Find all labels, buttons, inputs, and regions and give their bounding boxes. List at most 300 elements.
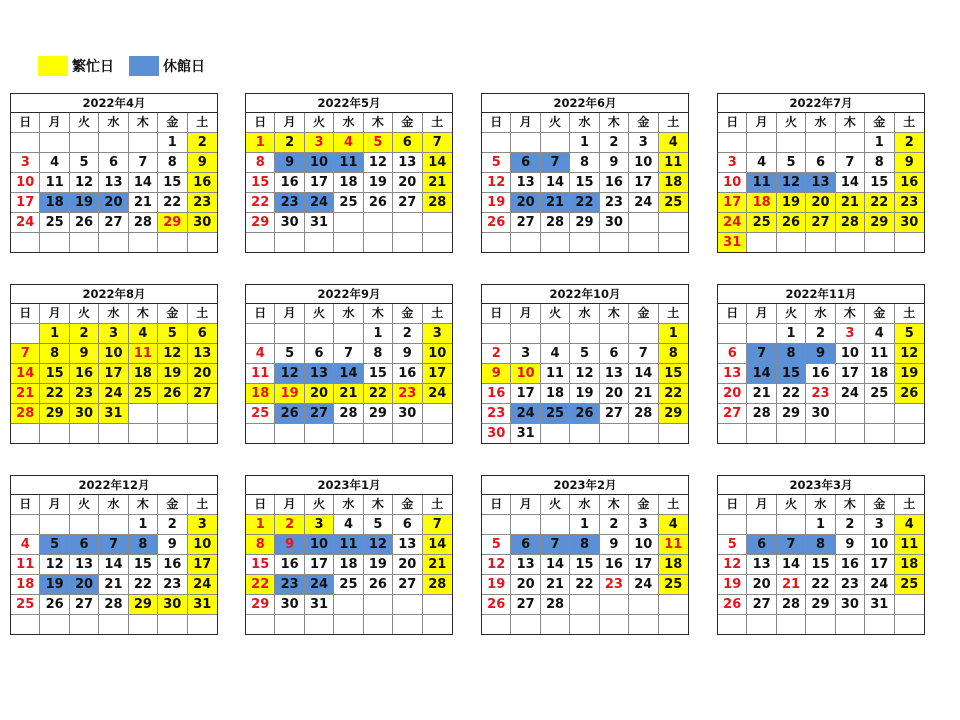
- weekday-header: 火: [777, 304, 806, 323]
- month-calendar: [245, 93, 453, 253]
- empty-day-cell: [129, 615, 158, 634]
- empty-day-cell: [541, 133, 570, 152]
- month-calendar: [717, 284, 925, 444]
- day-cell: 24: [423, 384, 452, 403]
- empty-day-cell: [482, 233, 511, 252]
- day-cell: 28: [777, 595, 806, 614]
- weekday-header: 火: [305, 304, 334, 323]
- day-cell: 17: [305, 173, 334, 192]
- week-row: [246, 193, 452, 213]
- weekday-header-row: [11, 113, 217, 133]
- day-cell: 8: [806, 535, 835, 554]
- day-cell: 14: [747, 364, 776, 383]
- empty-day-cell: [334, 213, 363, 232]
- day-cell: 16: [275, 555, 304, 574]
- day-cell: 26: [482, 213, 511, 232]
- day-cell: 8: [246, 535, 275, 554]
- day-cell: 28: [423, 575, 452, 594]
- busy-day-label: 繁忙日: [72, 59, 114, 75]
- weekday-header: 土: [196, 115, 209, 129]
- day-cell: 6: [511, 153, 540, 172]
- week-row: [11, 193, 217, 213]
- day-cell: 12: [364, 535, 393, 554]
- day-cell: 18: [659, 555, 688, 574]
- day-cell: 29: [246, 213, 275, 232]
- day-cell: 23: [158, 575, 187, 594]
- weekday-header: 水: [99, 113, 128, 132]
- weekday-header: 金: [393, 304, 422, 323]
- day-cell: 9: [188, 153, 217, 172]
- empty-day-cell: [865, 404, 894, 423]
- day-cell: 17: [718, 193, 747, 212]
- day-cell: 24: [11, 213, 40, 232]
- day-cell: 11: [246, 364, 275, 383]
- week-row: [11, 233, 217, 252]
- weekday-header-row: [482, 113, 688, 133]
- day-cell: 28: [836, 213, 865, 232]
- empty-day-cell: [895, 404, 924, 423]
- day-cell: 17: [836, 364, 865, 383]
- day-cell: 13: [511, 555, 540, 574]
- day-cell: 2: [275, 515, 304, 534]
- month-calendar: [245, 284, 453, 444]
- day-cell: 7: [777, 535, 806, 554]
- day-cell: 10: [305, 535, 334, 554]
- day-cell: 12: [158, 344, 187, 363]
- day-cell: 4: [334, 133, 363, 152]
- empty-day-cell: [393, 595, 422, 614]
- weekday-header: 木: [600, 304, 629, 323]
- day-cell: 12: [718, 555, 747, 574]
- day-cell: 9: [275, 535, 304, 554]
- day-cell: 7: [11, 344, 40, 363]
- empty-day-cell: [629, 595, 658, 614]
- day-cell: 22: [865, 193, 894, 212]
- weekday-header: 日: [482, 113, 511, 132]
- day-cell: 19: [895, 364, 924, 383]
- week-row: [482, 555, 688, 575]
- day-cell: 20: [747, 575, 776, 594]
- weekday-header: 日: [718, 495, 747, 514]
- day-cell: 25: [334, 193, 363, 212]
- day-cell: 27: [188, 384, 217, 403]
- day-cell: 17: [305, 555, 334, 574]
- day-cell: 31: [511, 424, 540, 443]
- week-row: [482, 535, 688, 555]
- day-cell: 16: [836, 555, 865, 574]
- weekday-header: 土: [903, 306, 916, 320]
- day-cell: 6: [305, 344, 334, 363]
- empty-day-cell: [334, 595, 363, 614]
- weekday-header: 木: [836, 113, 865, 132]
- day-cell: 10: [836, 344, 865, 363]
- day-cell: 18: [246, 384, 275, 403]
- empty-day-cell: [659, 213, 688, 232]
- day-cell: 6: [718, 344, 747, 363]
- empty-day-cell: [747, 133, 776, 152]
- week-row: [482, 173, 688, 193]
- day-cell: 24: [629, 193, 658, 212]
- empty-day-cell: [158, 233, 187, 252]
- month-title: 2022年5月: [246, 94, 452, 113]
- empty-day-cell: [99, 615, 128, 634]
- week-row: [718, 364, 924, 384]
- day-cell: 16: [188, 173, 217, 192]
- week-row: [482, 595, 688, 615]
- week-row: [718, 515, 924, 535]
- day-cell: 19: [158, 364, 187, 383]
- day-cell: 18: [895, 555, 924, 574]
- empty-day-cell: [482, 615, 511, 634]
- day-cell: 25: [747, 213, 776, 232]
- week-row: [482, 364, 688, 384]
- day-cell: 27: [747, 595, 776, 614]
- empty-day-cell: [865, 233, 894, 252]
- day-cell: 27: [393, 193, 422, 212]
- day-cell: 11: [865, 344, 894, 363]
- month-calendar: [481, 284, 689, 444]
- empty-day-cell: [40, 424, 69, 443]
- day-cell: 4: [541, 344, 570, 363]
- day-cell: 28: [541, 595, 570, 614]
- day-cell: 11: [747, 173, 776, 192]
- day-cell: 8: [40, 344, 69, 363]
- weekday-header: 金: [393, 495, 422, 514]
- day-cell: 2: [70, 324, 99, 343]
- day-cell: 10: [511, 364, 540, 383]
- empty-day-cell: [570, 324, 599, 343]
- day-cell: 14: [129, 173, 158, 192]
- week-row: [718, 384, 924, 404]
- month-title: 2022年10月: [482, 285, 688, 304]
- day-cell: 15: [158, 173, 187, 192]
- weekday-header: 水: [334, 495, 363, 514]
- week-row: [718, 575, 924, 595]
- day-cell: 28: [99, 595, 128, 614]
- day-cell: 11: [129, 344, 158, 363]
- day-cell: 13: [806, 173, 835, 192]
- day-cell: 30: [70, 404, 99, 423]
- empty-day-cell: [570, 615, 599, 634]
- day-cell: 14: [777, 555, 806, 574]
- weekday-header: 木: [600, 113, 629, 132]
- weekday-header: 土: [431, 306, 444, 320]
- empty-day-cell: [246, 615, 275, 634]
- day-cell: 26: [40, 595, 69, 614]
- empty-day-cell: [275, 615, 304, 634]
- empty-day-cell: [659, 233, 688, 252]
- empty-day-cell: [393, 615, 422, 634]
- day-cell: 20: [188, 364, 217, 383]
- week-row: [246, 233, 452, 252]
- weekday-header: 日: [718, 304, 747, 323]
- weekday-header: 火: [541, 113, 570, 132]
- day-cell: 16: [158, 555, 187, 574]
- day-cell: 2: [275, 133, 304, 152]
- day-cell: 15: [129, 555, 158, 574]
- day-cell: 21: [747, 384, 776, 403]
- day-cell: 25: [541, 404, 570, 423]
- day-cell: 1: [246, 515, 275, 534]
- weekday-header: 火: [541, 495, 570, 514]
- day-cell: 11: [334, 153, 363, 172]
- empty-day-cell: [541, 424, 570, 443]
- day-cell: 10: [11, 173, 40, 192]
- weekday-header: 木: [364, 304, 393, 323]
- day-cell: 21: [99, 575, 128, 594]
- day-cell: 25: [40, 213, 69, 232]
- weekday-header: 月: [275, 113, 304, 132]
- day-cell: 14: [423, 535, 452, 554]
- empty-day-cell: [188, 615, 217, 634]
- day-cell: 29: [806, 595, 835, 614]
- day-cell: 16: [70, 364, 99, 383]
- weekday-header: 水: [806, 304, 835, 323]
- day-cell: 24: [99, 384, 128, 403]
- day-cell: 5: [482, 535, 511, 554]
- day-cell: 15: [246, 173, 275, 192]
- day-cell: 3: [305, 515, 334, 534]
- weekday-header-row: [718, 113, 924, 133]
- day-cell: 3: [423, 324, 452, 343]
- week-row: [718, 595, 924, 615]
- day-cell: 1: [570, 515, 599, 534]
- weekday-header: 月: [747, 113, 776, 132]
- week-row: [482, 344, 688, 364]
- day-cell: 18: [659, 173, 688, 192]
- day-cell: 5: [158, 324, 187, 343]
- day-cell: 1: [40, 324, 69, 343]
- day-cell: 23: [600, 575, 629, 594]
- day-cell: 21: [777, 575, 806, 594]
- day-cell: 3: [188, 515, 217, 534]
- day-cell: 2: [600, 515, 629, 534]
- day-cell: 26: [364, 575, 393, 594]
- empty-day-cell: [129, 133, 158, 152]
- weekday-header-row: [482, 495, 688, 515]
- day-cell: 28: [11, 404, 40, 423]
- day-cell: 11: [659, 153, 688, 172]
- day-cell: 5: [364, 515, 393, 534]
- weekday-header: 木: [129, 113, 158, 132]
- empty-day-cell: [40, 133, 69, 152]
- day-cell: 16: [600, 555, 629, 574]
- week-row: [11, 424, 217, 443]
- day-cell: 4: [246, 344, 275, 363]
- day-cell: 4: [747, 153, 776, 172]
- weekday-header: 火: [70, 495, 99, 514]
- weekday-header: 水: [806, 113, 835, 132]
- week-row: [11, 213, 217, 233]
- week-row: [11, 595, 217, 615]
- day-cell: 7: [541, 535, 570, 554]
- week-row: [482, 424, 688, 443]
- weekday-header: 金: [629, 304, 658, 323]
- month-title: 2023年3月: [718, 476, 924, 495]
- week-row: [718, 133, 924, 153]
- empty-day-cell: [659, 595, 688, 614]
- day-cell: 27: [70, 595, 99, 614]
- weekday-header: 月: [275, 495, 304, 514]
- weekday-header: 月: [40, 304, 69, 323]
- empty-day-cell: [777, 515, 806, 534]
- weekday-header: 月: [511, 113, 540, 132]
- week-row: [11, 535, 217, 555]
- weekday-header: 土: [667, 497, 680, 511]
- day-cell: 9: [275, 153, 304, 172]
- day-cell: 10: [305, 153, 334, 172]
- weekday-header: 水: [806, 495, 835, 514]
- empty-day-cell: [718, 424, 747, 443]
- empty-day-cell: [99, 233, 128, 252]
- day-cell: 9: [600, 535, 629, 554]
- day-cell: 3: [629, 133, 658, 152]
- weekday-header: 水: [570, 495, 599, 514]
- day-cell: 30: [158, 595, 187, 614]
- day-cell: 24: [305, 575, 334, 594]
- day-cell: 8: [570, 153, 599, 172]
- weekday-header: 木: [129, 304, 158, 323]
- week-row: [482, 213, 688, 233]
- day-cell: 19: [364, 555, 393, 574]
- empty-day-cell: [11, 424, 40, 443]
- empty-day-cell: [629, 424, 658, 443]
- empty-day-cell: [541, 233, 570, 252]
- week-row: [718, 344, 924, 364]
- day-cell: 17: [865, 555, 894, 574]
- weekday-header-row: [246, 304, 452, 324]
- day-cell: 19: [275, 384, 304, 403]
- day-cell: 20: [806, 193, 835, 212]
- day-cell: 7: [99, 535, 128, 554]
- weekday-header: 月: [275, 304, 304, 323]
- day-cell: 19: [70, 193, 99, 212]
- day-cell: 29: [246, 595, 275, 614]
- day-cell: 10: [188, 535, 217, 554]
- empty-day-cell: [570, 595, 599, 614]
- day-cell: 30: [393, 404, 422, 423]
- day-cell: 13: [99, 173, 128, 192]
- empty-day-cell: [747, 615, 776, 634]
- day-cell: 22: [246, 193, 275, 212]
- day-cell: 12: [275, 364, 304, 383]
- day-cell: 27: [600, 404, 629, 423]
- day-cell: 9: [158, 535, 187, 554]
- day-cell: 5: [275, 344, 304, 363]
- empty-day-cell: [718, 515, 747, 534]
- day-cell: 26: [275, 404, 304, 423]
- day-cell: 27: [99, 213, 128, 232]
- day-cell: 5: [777, 153, 806, 172]
- empty-day-cell: [629, 213, 658, 232]
- day-cell: 6: [188, 324, 217, 343]
- day-cell: 31: [865, 595, 894, 614]
- day-cell: 19: [482, 575, 511, 594]
- week-row: [246, 344, 452, 364]
- day-cell: 23: [275, 575, 304, 594]
- weekday-header: 土: [196, 306, 209, 320]
- day-cell: 7: [129, 153, 158, 172]
- empty-day-cell: [11, 615, 40, 634]
- weekday-header: 木: [836, 495, 865, 514]
- day-cell: 24: [305, 193, 334, 212]
- empty-day-cell: [570, 424, 599, 443]
- day-cell: 24: [188, 575, 217, 594]
- empty-day-cell: [423, 233, 452, 252]
- week-row: [718, 324, 924, 344]
- empty-day-cell: [895, 595, 924, 614]
- day-cell: 13: [511, 173, 540, 192]
- week-row: [246, 424, 452, 443]
- weekday-header: 金: [865, 304, 894, 323]
- day-cell: 23: [70, 384, 99, 403]
- weekday-header: 金: [393, 113, 422, 132]
- day-cell: 26: [70, 213, 99, 232]
- week-row: [482, 233, 688, 252]
- month-calendar: [10, 475, 218, 635]
- empty-day-cell: [11, 233, 40, 252]
- weekday-header: 月: [511, 304, 540, 323]
- day-cell: 18: [334, 173, 363, 192]
- empty-day-cell: [629, 615, 658, 634]
- empty-day-cell: [806, 233, 835, 252]
- weekday-header: 水: [334, 113, 363, 132]
- week-row: [246, 153, 452, 173]
- empty-day-cell: [836, 133, 865, 152]
- empty-day-cell: [40, 615, 69, 634]
- day-cell: 14: [99, 555, 128, 574]
- week-row: [11, 555, 217, 575]
- day-cell: 26: [777, 213, 806, 232]
- day-cell: 7: [541, 153, 570, 172]
- day-cell: 7: [747, 344, 776, 363]
- day-cell: 26: [482, 595, 511, 614]
- week-row: [246, 575, 452, 595]
- empty-day-cell: [747, 324, 776, 343]
- day-cell: 29: [777, 404, 806, 423]
- day-cell: 5: [895, 324, 924, 343]
- empty-day-cell: [423, 615, 452, 634]
- day-cell: 22: [129, 575, 158, 594]
- week-row: [482, 153, 688, 173]
- week-row: [11, 133, 217, 153]
- empty-day-cell: [334, 233, 363, 252]
- empty-day-cell: [364, 595, 393, 614]
- week-row: [11, 364, 217, 384]
- day-cell: 30: [895, 213, 924, 232]
- day-cell: 23: [806, 384, 835, 403]
- week-row: [11, 344, 217, 364]
- empty-day-cell: [747, 233, 776, 252]
- day-cell: 4: [129, 324, 158, 343]
- day-cell: 8: [246, 153, 275, 172]
- week-row: [482, 324, 688, 344]
- day-cell: 27: [393, 575, 422, 594]
- empty-day-cell: [895, 233, 924, 252]
- week-row: [11, 615, 217, 634]
- day-cell: 17: [511, 384, 540, 403]
- day-cell: 1: [158, 133, 187, 152]
- weekday-header-row: [482, 304, 688, 324]
- day-cell: 4: [659, 133, 688, 152]
- day-cell: 20: [99, 193, 128, 212]
- weekday-header: 月: [40, 113, 69, 132]
- empty-day-cell: [482, 515, 511, 534]
- day-cell: 26: [158, 384, 187, 403]
- day-cell: 10: [629, 153, 658, 172]
- empty-day-cell: [836, 404, 865, 423]
- empty-day-cell: [659, 424, 688, 443]
